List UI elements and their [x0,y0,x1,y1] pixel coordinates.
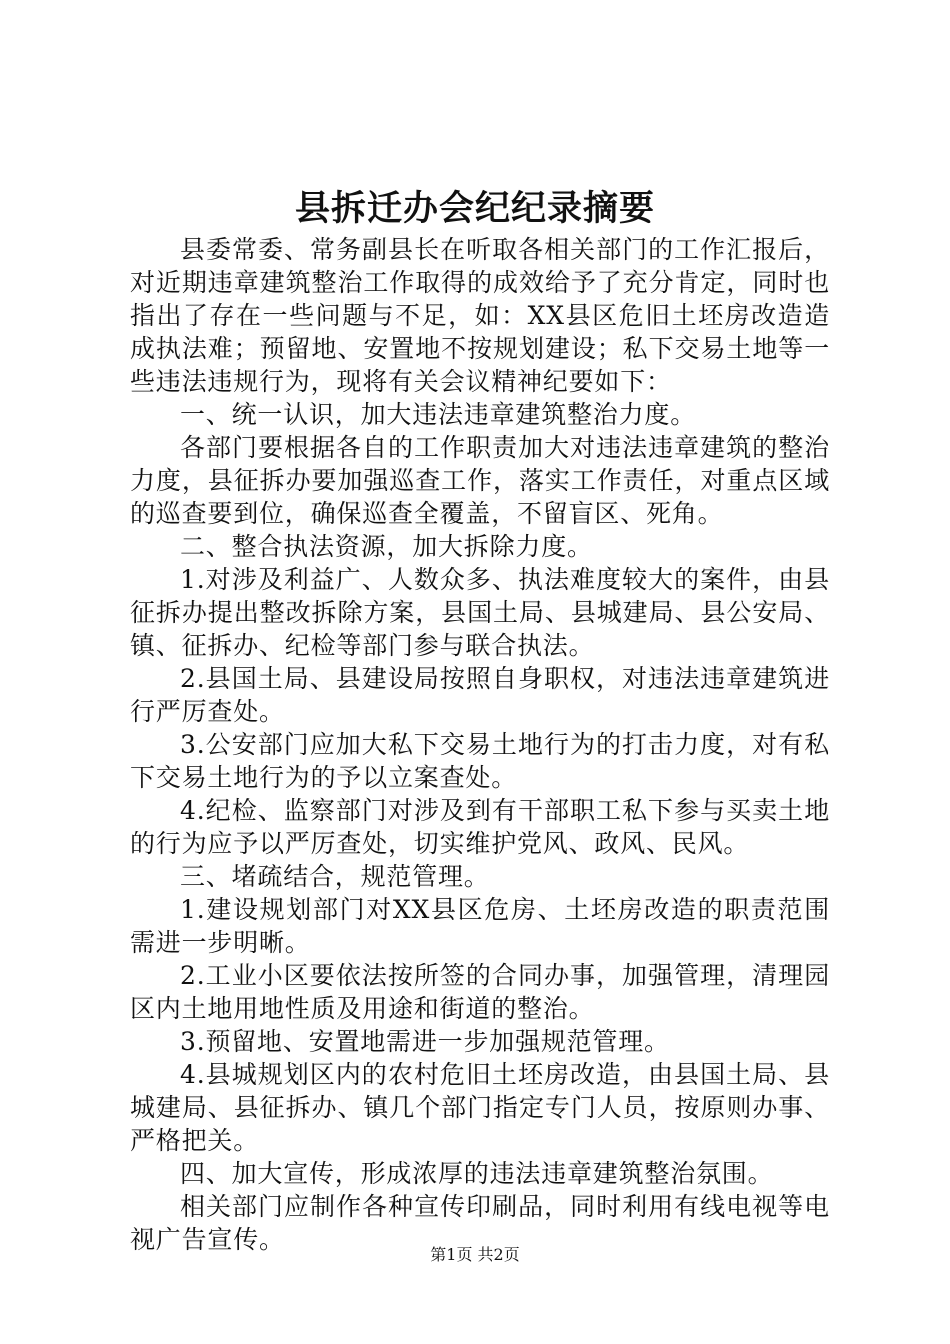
document-title: 县拆迁办会纪纪录摘要 [294,188,655,229]
paragraph-intro: 县委常委、常务副县长在听取各相关部门的工作汇报后，对近期违章建筑整治工作取得的成效给予了充分肯定，同时也指出了存在一些问题与不足，如：XX县区危旧土坯房改造造成执法难；预留地、安置地不按规划建设；私下交易土地等一些违法违规行为，现将有关会议精神纪要如下： [130,235,830,396]
list-item-2-3: 3.公安部门应加大私下交易土地行为的打击力度，对有私下交易土地行为的予以立案查处。 [130,730,830,792]
list-item-3-4: 4.县城规划区内的农村危旧土坯房改造，由县国土局、县城建局、县征拆办、镇几个部门指定专门人员，按原则办事、严格把关。 [130,1060,830,1155]
document-body [130,233,830,1256]
section-heading-4: 四、加大宣传，形成浓厚的违法违章建筑整治氛围。 [180,1159,774,1188]
list-item-3-3: 3.预留地、安置地需进一步加强规范管理。 [180,1027,670,1056]
list-item-3-1: 1.建设规划部门对XX县区危房、土坯房改造的职责范围需进一步明晰。 [130,895,830,957]
list-item-2-4: 4.纪检、监察部门对涉及到有干部职工私下参与买卖土地的行为应予以严厉查处，切实维护党风、政风、民风。 [130,796,830,858]
paragraph-section-4: 相关部门应制作各种宣传印刷品，同时利用有线电视等电视广告宣传。 [130,1192,830,1254]
list-item-3-2: 2.工业小区要依法按所签的合同办事，加强管理，清理园区内土地用地性质及用途和街道的整治。 [130,961,830,1023]
section-heading-3: 三、堵疏结合，规范管理。 [180,862,490,891]
list-item-2-1: 1.对涉及利益广、人数众多、执法难度较大的案件，由县征拆办提出整改拆除方案，县国土局、县城建局、县公安局、镇、征拆办、纪检等部门参与联合执法。 [130,565,830,660]
section-heading-1: 一、统一认识，加大违法违章建筑整治力度。 [180,400,697,429]
page-footer: 第1页 共2页 [430,1245,520,1264]
section-heading-2: 二、整合执法资源，加大拆除力度。 [180,532,593,561]
list-item-2-2: 2.县国土局、县建设局按照自身职权，对违法违章建筑进行严厉查处。 [130,664,830,726]
paragraph-section-1: 各部门要根据各自的工作职责加大对违法违章建筑的整治力度，县征拆办要加强巡查工作，落实工作责任，对重点区域的巡查要到位，确保巡查全覆盖，不留盲区、死角。 [130,433,830,528]
